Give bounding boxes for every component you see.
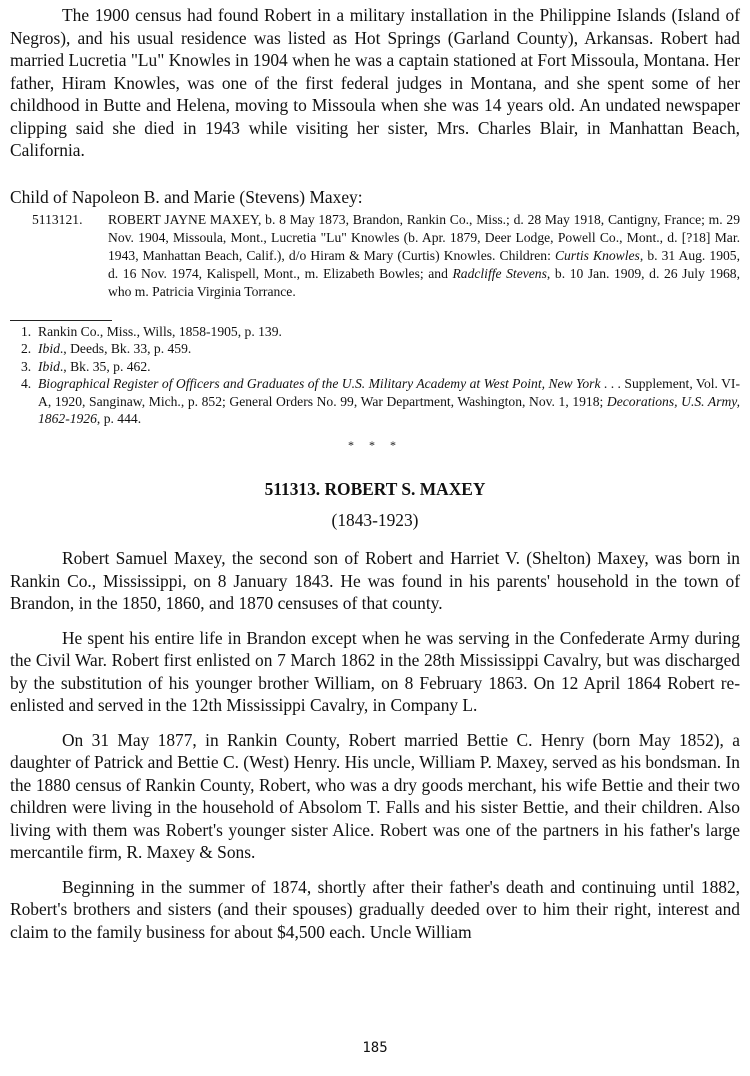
paragraph-census-1900: The 1900 census had found Robert in a military installation in the Philippine Islands (Island of Negros), and his usual residence was listed as Hot Springs (Garland County), Arkansas. Robert had married Lucretia "Lu" Knowles in 1904 when he was a captain stationed at Fort Missoula, Montana. Her father, Hiram Knowles, was one of the first federal judges in Montana, and she spent some of her childhood in Butte and Helena, moving to Missoula when she was 14 years old. An undated newspaper clipping said she died in 1943 while visiting her sister, Mrs. Charles Blair, in Manhattan Beach, California. <box>10 5 740 160</box>
footnote-4: 4. Biographical Register of Officers and Graduates of the U.S. Military Academy at West Point, New York . . . Supplement, Vol. VI-A, 1920, Sanginaw, Mich., p. 852; General Orders No. 99, War Department, Washington, Nov. 1, 1918; Decorations, U.S. Army, 1862-1926, p. 444. <box>21 376 740 427</box>
page-number: 185 <box>362 1040 388 1056</box>
footnote-rule <box>10 320 112 321</box>
child-name-radcliffe: Radcliffe Stevens <box>452 265 547 281</box>
child-text-a: ROBERT JAYNE MAXEY, b. 8 May 1873, Brandon, Rankin Co., Miss.; d. 28 May 1918, Cantigny, France; m. 29 Nov. 1904, Missoula, Mont., Lucretia "Lu" Knowles (b. Apr. 1879, Deer Lodge, Powell Co., Mont., d. [?18] Mar. 1943, Manhattan Beach, Calif.), d/o Hiram & Mary (Curtis) Knowles. Children: <box>108 211 740 263</box>
child-heading: Child of Napoleon B. and Marie (Stevens) Maxey: <box>10 186 363 207</box>
child-name-curtis: Curtis Knowles <box>554 247 640 263</box>
child-entry <box>10 211 740 301</box>
document-page <box>10 4 740 943</box>
footnote-2: 2. Ibid., Deeds, Bk. 33, p. 459. <box>21 341 192 357</box>
footnote-1: 1. Rankin Co., Miss., Wills, 1858-1905, p. 139. <box>21 323 282 339</box>
footnote-list <box>10 323 740 429</box>
paragraph-birth: Robert Samuel Maxey, the second son of Robert and Harriet V. (Shelton) Maxey, was born in Rankin Co., Mississippi, on 8 January 1843. He was found in his parents' household in the town of Brandon, in the 1850, 1860, and 1870 censuses of that county. <box>10 548 740 614</box>
paragraph-civil-war: He spent his entire life in Brandon except when he was serving in the Confederate Army during the Civil War. Robert first enlisted on 7 March 1862 in the 28th Mississippi Cavalry, but was discharged by the substitution of his younger brother William, on 8 February 1863. On 12 April 1864 Robert re-enlisted and served in the 12th Mississippi Cavalry, in Company L. <box>10 627 740 716</box>
child-text-c: , b. 10 Jan. 1909, d. 26 July 1968, who m. Patricia Virginia Torrance. <box>108 265 740 299</box>
section-separator: * * * <box>348 438 402 453</box>
section-dates: (1843-1923) <box>331 510 419 531</box>
paragraph-business: Beginning in the summer of 1874, shortly after their father's death and continuing until 1882, Robert's brothers and sisters (and their spouses) gradually deeded over to him their right, interest and claim to the family business for about $4,500 each. Uncle William <box>10 876 740 942</box>
footnote-3: 3. Ibid., Bk. 35, p. 462. <box>21 358 151 374</box>
section-heading: 511313. ROBERT S. MAXEY <box>264 479 486 500</box>
child-number: 5113121. <box>32 211 83 227</box>
paragraph-marriage: On 31 May 1877, in Rankin County, Robert married Bettie C. Henry (born May 1852), a daughter of Patrick and Bettie C. (West) Henry. His uncle, William P. Maxey, served as his bondsman. In the 1880 census of Rankin County, Robert, who was a dry goods merchant, his wife Bettie and their two children were living in the household of Absolom T. Falls and his sister Bettie, and their children. Also living with them was Robert's younger sister Alice. Robert was one of the partners in his father's large mercantile firm, R. Maxey & Sons. <box>10 729 740 863</box>
section-body <box>10 547 740 943</box>
child-text-b: , b. 31 Aug. 1905, d. 16 Nov. 1974, Kalispell, Mont., m. Elizabeth Bowles; and <box>108 247 740 281</box>
